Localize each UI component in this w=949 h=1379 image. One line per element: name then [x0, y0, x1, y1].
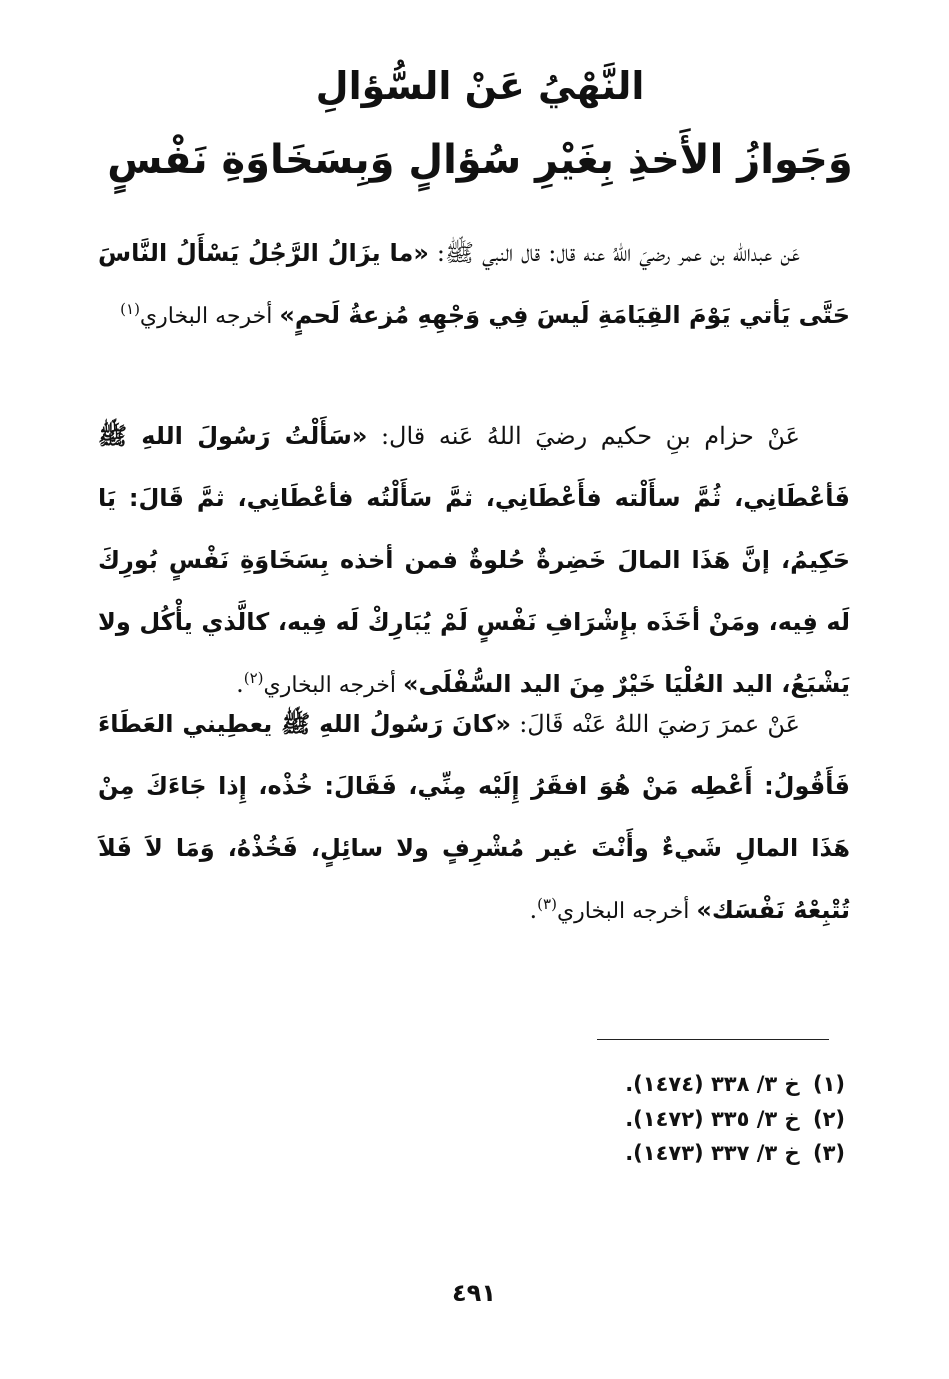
- footnote-number: (١): [812, 1072, 845, 1096]
- footnote-number: (٣): [812, 1141, 845, 1165]
- hadith-intro: عَنْ عمرَ رَضيَ اللهُ عَنْه قَالَ:: [510, 710, 800, 738]
- page-title-line-2: وَجَوازُ الأَخذِ بِغَيْرِ سُؤالٍ وَبِسَخَاوَةِ نَفْسٍ: [107, 137, 853, 183]
- footnote-text: خ ٣/ ٣٣٥ (١٤٧٢).: [625, 1107, 800, 1131]
- hadith-quote: «سَأَلْتُ رَسُولَ اللهِ ﷺ فَأعْطَانِي، ثُمَّ سأَلْته فأَعْطَانِي، ثمَّ سَأَلْتُه فأعْطَانِي، ثمَّ قَالَ: يَا حَكِيمُ، إنَّ هَذَا المالَ خَضِرةٌ حُلوةٌ فمن أخذه بِسَخَاوَةِ نَفْسٍ بُورِكَ لَه فِيه، ومَنْ أخَذَه بإِشْرَافِ نَفْسٍ لَمْ يُبَارِكْ لَه فِيه، كالَّذي يأْكُل ولا يَشْبَعُ، اليد العُلْيَا خَيْرٌ مِنَ اليد السُّفْلَى»: [98, 422, 850, 698]
- page-number: ٤٩١: [452, 1279, 496, 1307]
- footnote-2: [560, 1104, 845, 1134]
- hadith-end: .: [236, 670, 244, 698]
- hadith-end: .: [529, 896, 538, 924]
- hadith-source: أخرجه البخاري: [556, 899, 697, 924]
- footnote-text: خ ٣/ ٣٣٨ (١٤٧٤).: [625, 1072, 800, 1096]
- hadith-source: أخرجه البخاري: [139, 304, 280, 329]
- footnote-text: خ ٣/ ٣٣٧ (١٤٧٣).: [625, 1141, 800, 1165]
- hadith-intro: عَنْ حزام بنِ حكيم رضيَ اللهُ عَنه قال:: [367, 422, 801, 450]
- hadith-quote: «ما يزَالُ الرَّجُلُ يَسْأَلُ النَّاسَ حَتَّى يَأتي يَوْمَ القِيَامَةِ لَيسَ فِي وَجْهِهِ مُزعةُ لَحمٍ»: [98, 239, 850, 329]
- page-title-line-1: النَّهْيُ عَنْ السُّؤالِ: [315, 64, 645, 108]
- footnote-ref: (٣): [537, 895, 557, 913]
- footnote-number: (٢): [812, 1107, 845, 1131]
- hadith-paragraph-1: [98, 222, 850, 348]
- footnote-divider: [597, 1039, 829, 1040]
- footnote-ref: (٢): [243, 669, 264, 687]
- hadith-quote: «كانَ رَسُولُ اللهِ ﷺ يعطِيني العَطَاءَ فَأَقُولُ: أَعْطِه مَنْ هُوَ افقَرُ إِلَيْه مِنِّي، فَقَالَ: خُذْه، إِذا جَاءَكَ مِنْ هَذَا المالِ شَيءٌ وأَنْتَ غير مُشْرِفٍ ولا سائِلٍ، فَخُذْهُ، وَمَا لاَ فَلاَ تُتْبِعْهُ نَفْسَك»: [98, 710, 850, 924]
- footnote-1: [560, 1069, 845, 1099]
- footnote-3: [560, 1138, 845, 1168]
- hadith-source: أخرجه البخاري: [263, 673, 403, 698]
- hadith-paragraph-2: [98, 405, 850, 717]
- hadith-paragraph-3: [98, 693, 850, 943]
- footnote-ref: (١): [120, 300, 140, 318]
- hadith-intro: عَن عبدالله بن عمر رضيَ اللهُ عنه قال: قال النبي ﷺ:: [428, 239, 801, 267]
